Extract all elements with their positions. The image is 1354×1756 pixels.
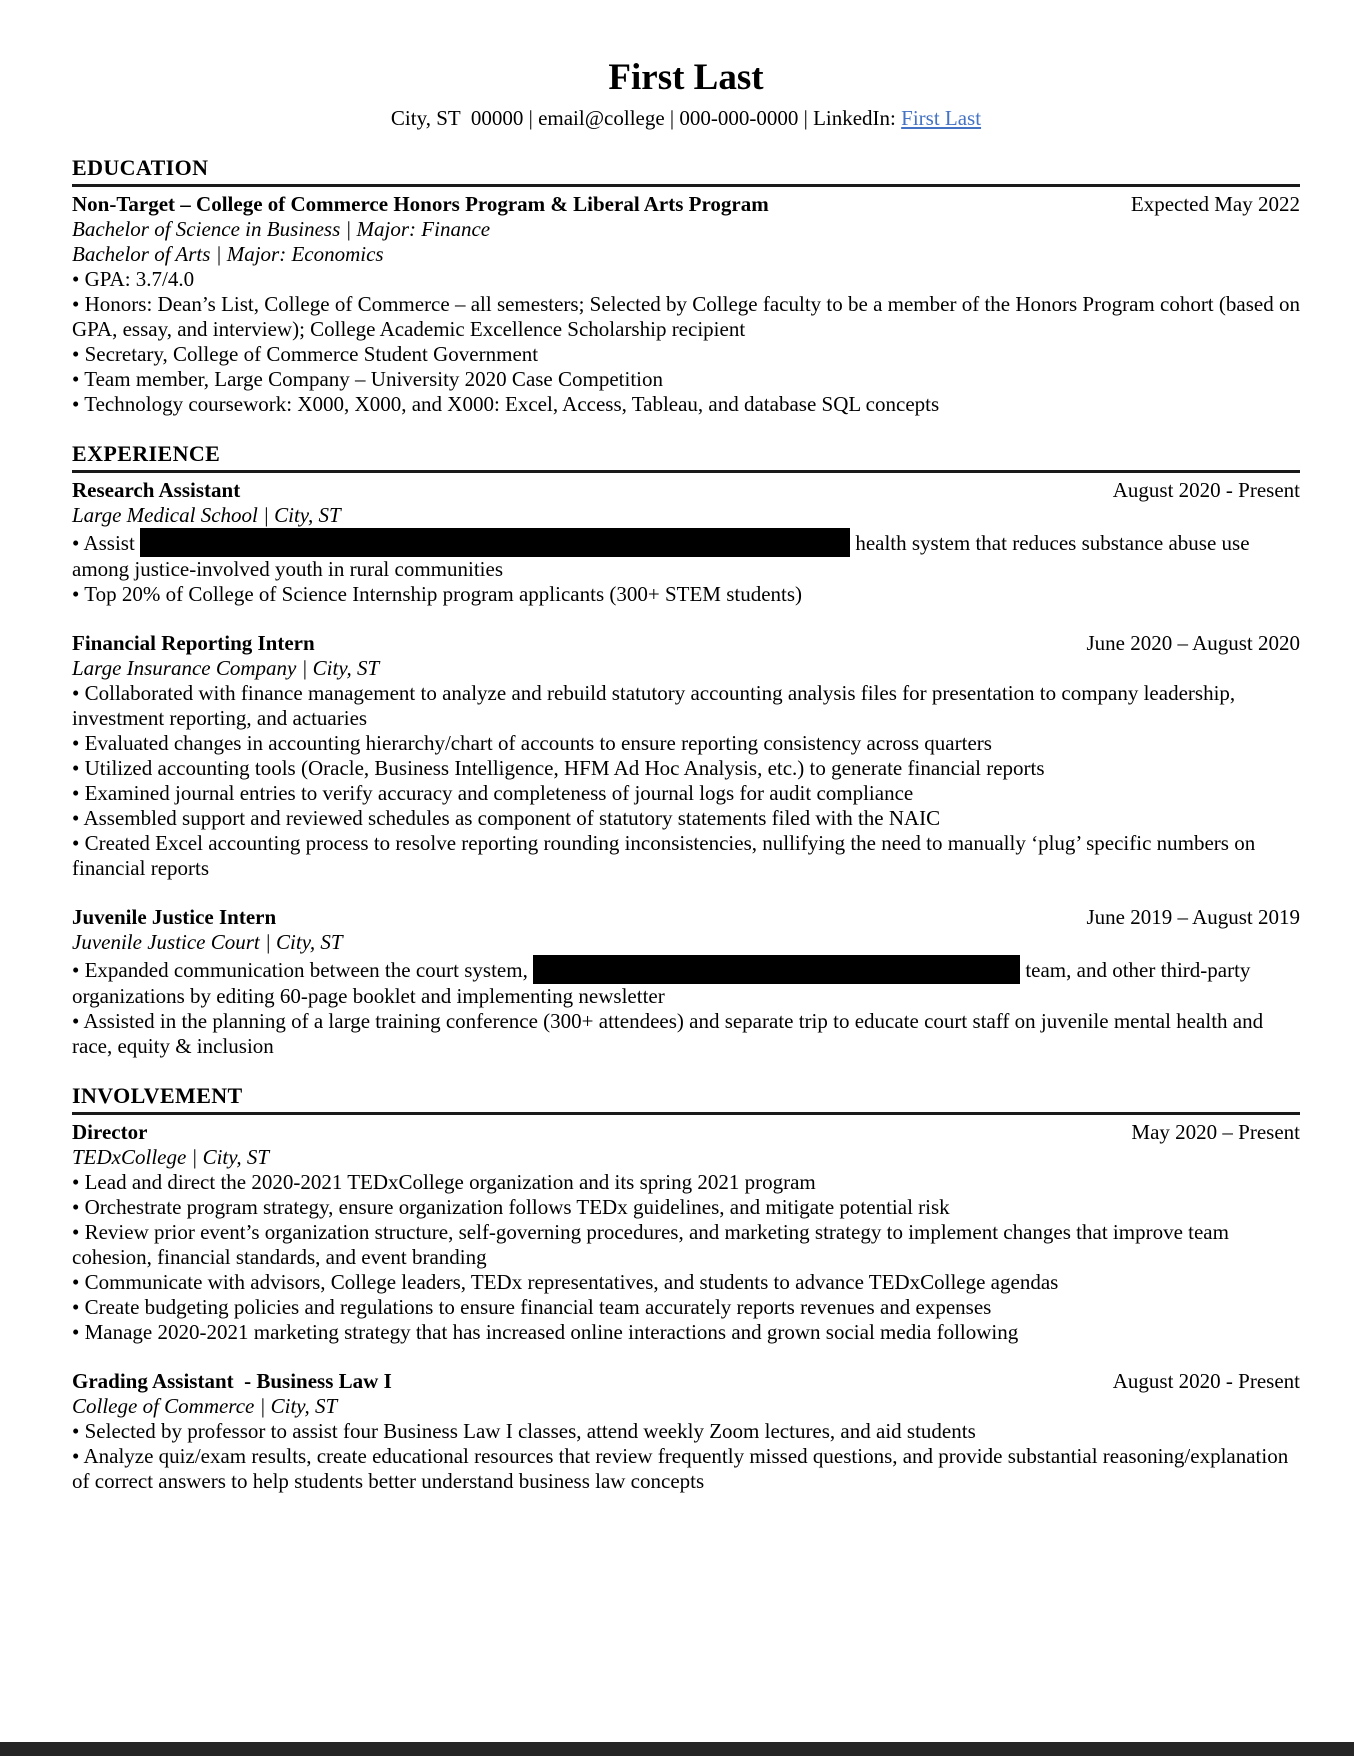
entry-date: August 2020 - Present: [1112, 1369, 1300, 1393]
bullet-marker: •: [72, 292, 85, 316]
bullet-marker: •: [72, 267, 85, 291]
bullet-marker: •: [72, 731, 85, 755]
resume-entry: [72, 1369, 1300, 1494]
bullet-marker: •: [72, 1170, 85, 1194]
entry-date: June 2020 – August 2020: [1086, 631, 1300, 655]
bullet-marker: •: [72, 1419, 85, 1443]
bullet-item: • Lead and direct the 2020-2021 TEDxCollege organization and its spring 2021 program: [72, 1170, 816, 1194]
contact-text: City, ST 00000 | email@college | 000-000-0000 | LinkedIn:: [390, 106, 902, 130]
bullet-item: • Honors: Dean’s List, College of Commerce – all semesters; Selected by College faculty to be a member of the Honors Program cohort (based on GPA, essay, and interview); College Academic Excellence Scholarship recipient: [72, 292, 1306, 341]
bullet-item: • Review prior event’s organization structure, self-governing procedures, and marketing strategy to implement changes that improve team cohesion, financial standards, and event branding: [72, 1220, 1235, 1269]
bullet-item: • Examined journal entries to verify accuracy and completeness of journal logs for audit compliance: [72, 781, 914, 805]
bullet-marker: •: [72, 756, 85, 780]
bullet-marker: •: [72, 582, 85, 606]
bullet-item: • Communicate with advisors, College leaders, TEDx representatives, and students to advance TEDxCollege agendas: [72, 1270, 1059, 1294]
entry-header: [72, 1120, 1300, 1145]
resume-section: [72, 155, 1306, 417]
entry-subtitle: Large Medical School | City, ST: [72, 503, 341, 527]
entry-subtitle: TEDxCollege | City, ST: [72, 1145, 270, 1169]
bullet-item: • Assembled support and reviewed schedules as component of statutory statements filed with the NAIC: [72, 806, 941, 830]
bullet-marker: •: [72, 367, 85, 391]
resume-section: [72, 441, 1300, 1059]
entry-date: Expected May 2022: [1130, 192, 1300, 216]
bullet-marker: •: [72, 531, 84, 555]
bullet-marker: •: [72, 1444, 84, 1468]
bullet-marker: •: [72, 1009, 84, 1033]
resume-entry: [72, 1120, 1300, 1345]
entry-header: [72, 1369, 1300, 1394]
bullet-marker: •: [72, 392, 85, 416]
entry-title: Research Assistant: [72, 478, 241, 502]
bullet-item: • Assist health system that reduces substance abuse use among justice-involved youth in rural communities: [72, 528, 1300, 582]
bullet-item: • Top 20% of College of Science Internship program applicants (300+ STEM students): [72, 582, 803, 606]
entry-title: Director: [72, 1120, 148, 1144]
section-title: INVOLVEMENT: [72, 1083, 1300, 1115]
resume-entry: [72, 192, 1306, 417]
bullet-item: • Create budgeting policies and regulations to ensure financial team accurately reports revenues and expenses: [72, 1295, 992, 1319]
bullet-item: • Assisted in the planning of a large training conference (300+ attendees) and separate trip to educate court staff on juvenile mental health and race, equity & inclusion: [72, 1009, 1269, 1058]
bullet-item: • Orchestrate program strategy, ensure organization follows TEDx guidelines, and mitigate potential risk: [72, 1195, 950, 1219]
section-title: EDUCATION: [72, 155, 1300, 187]
bullet-item: • Secretary, College of Commerce Student Government: [72, 342, 539, 366]
resume-entry: [72, 478, 1300, 607]
entry-subtitle: Large Insurance Company | City, ST: [72, 656, 380, 680]
redaction-bar: [140, 528, 850, 557]
bullet-marker: •: [72, 806, 84, 830]
bullet-marker: •: [72, 342, 85, 366]
bullet-item: • Evaluated changes in accounting hierarchy/chart of accounts to ensure reporting consistency across quarters: [72, 731, 992, 755]
bullet-item: • Technology coursework: X000, X000, and X000: Excel, Access, Tableau, and database SQL concepts: [72, 392, 940, 416]
entry-date: May 2020 – Present: [1131, 1120, 1300, 1144]
bullet-item: • Utilized accounting tools (Oracle, Business Intelligence, HFM Ad Hoc Analysis, etc.) to generate financial reports: [72, 756, 1045, 780]
resume-entry: [72, 905, 1300, 1059]
entry-header: [72, 905, 1300, 930]
entry-title: Non-Target – College of Commerce Honors Program & Liberal Arts Program: [72, 192, 769, 216]
bottom-bar: [0, 1742, 1354, 1756]
resume-header: [72, 56, 1300, 131]
entry-title: Juvenile Justice Intern: [72, 905, 277, 929]
entry-subtitle: College of Commerce | City, ST: [72, 1394, 338, 1418]
linkedin-link[interactable]: First Last: [901, 106, 982, 130]
bullet-marker: •: [72, 1270, 85, 1294]
entry-header: [72, 192, 1300, 217]
bullet-item: • Expanded communication between the court system, team, and other third-party organizations by editing 60-page booklet and implementing newsletter: [72, 955, 1300, 1009]
section-title: EXPERIENCE: [72, 441, 1300, 473]
bullet-item: • Selected by professor to assist four Business Law I classes, attend weekly Zoom lectures, and aid students: [72, 1419, 976, 1443]
entry-subtitle: Bachelor of Science in Business | Major: Finance: [72, 217, 491, 241]
bullet-item: • Manage 2020-2021 marketing strategy that has increased online interactions and grown social media following: [72, 1320, 1019, 1344]
bullet-item: • Created Excel accounting process to resolve reporting rounding inconsistencies, nullifying the need to manually ‘plug’ specific numbers on financial reports: [72, 831, 1261, 880]
resume-body: [72, 155, 1306, 1494]
bullet-marker: •: [72, 831, 85, 855]
redaction-bar: [533, 955, 1020, 984]
bullet-marker: •: [72, 781, 85, 805]
entry-subtitle: Bachelor of Arts | Major: Economics: [72, 242, 384, 266]
entry-title: Grading Assistant - Business Law I: [72, 1369, 392, 1393]
page-title: First Last: [608, 57, 764, 98]
bullet-marker: •: [72, 958, 85, 982]
bullet-marker: •: [72, 1195, 85, 1219]
entry-date: August 2020 - Present: [1112, 478, 1300, 502]
bullet-item: • Team member, Large Company – University 2020 Case Competition: [72, 367, 664, 391]
bullet-marker: •: [72, 1320, 85, 1344]
entry-header: [72, 631, 1300, 656]
bullet-item: • GPA: 3.7/4.0: [72, 267, 195, 291]
entry-title: Financial Reporting Intern: [72, 631, 315, 655]
contact-line: [72, 105, 1300, 131]
bullet-item: • Analyze quiz/exam results, create educational resources that review frequently missed questions, and provide substantial reasoning/explanation of correct answers to help students better understand business law concepts: [72, 1444, 1294, 1493]
resume-entry: [72, 631, 1300, 881]
bullet-marker: •: [72, 1295, 85, 1319]
entry-date: June 2019 – August 2019: [1086, 905, 1300, 929]
bullet-marker: •: [72, 681, 85, 705]
entry-subtitle: Juvenile Justice Court | City, ST: [72, 930, 343, 954]
bullet-item: • Collaborated with finance management to analyze and rebuild statutory accounting analysis files for presentation to company leadership, investment reporting, and actuaries: [72, 681, 1241, 730]
entry-header: [72, 478, 1300, 503]
resume-section: [72, 1083, 1300, 1494]
bullet-marker: •: [72, 1220, 85, 1244]
